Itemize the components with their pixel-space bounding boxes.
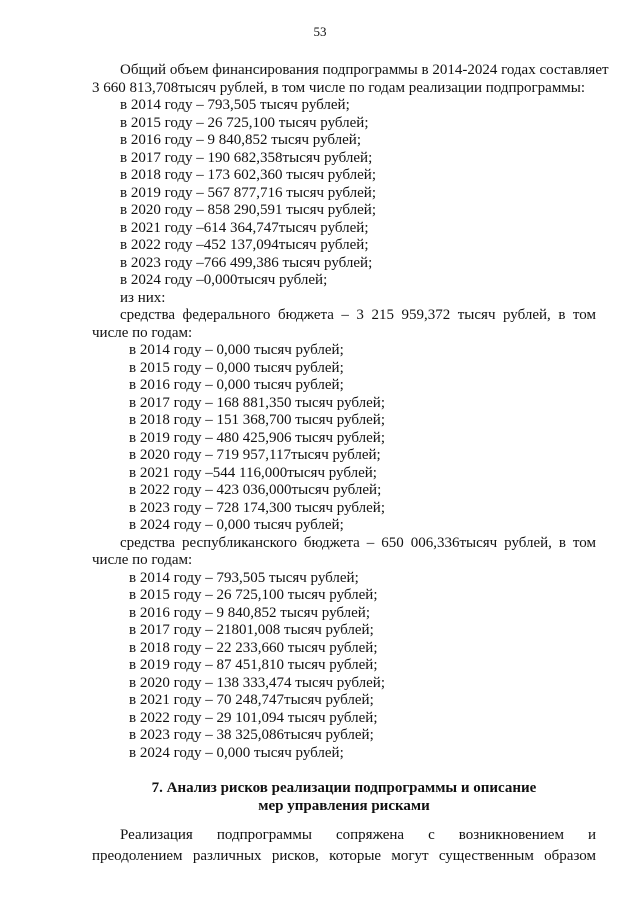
list-item: в 2018 году – 173 602,360 тысяч рублей; — [120, 167, 376, 183]
list-item: в 2024 году – 0,000 тысяч рублей; — [129, 517, 344, 533]
list-item: в 2018 году – 22 233,660 тысяч рублей; — [129, 639, 378, 656]
list-item: в 2021 году –614 364,747тысяч рублей; — [120, 219, 369, 236]
body-paragraph — [92, 825, 596, 867]
section-heading-line-1: 7. Анализ рисков реализации подпрограммы и описание — [151, 780, 537, 796]
list-item: в 2023 году – 728 174,300 тысяч рублей; — [129, 499, 385, 516]
intro-line-2: 3 660 813,708тысяч рублей, в том числе по годам реализации подпрограммы: — [92, 79, 586, 96]
body-line-2: преодолением различных рисков, которые могут существенным образом — [92, 848, 596, 864]
list-item: в 2018 году – 151 368,700 тысяч рублей; — [129, 412, 385, 428]
federal-by-year-list — [92, 342, 596, 535]
list-item: в 2015 году – 26 725,100 тысяч рублей; — [129, 587, 378, 603]
list-item: в 2014 году – 0,000 тысяч рублей; — [129, 342, 344, 358]
republican-by-year-list — [92, 570, 596, 763]
page-content — [92, 62, 609, 867]
federal-line-1: средства федерального бюджета – 3 215 959,372 тысяч рублей, в том — [120, 307, 596, 323]
list-item: в 2022 году – 423 036,000тысяч рублей; — [129, 482, 382, 498]
section-heading — [92, 780, 596, 815]
of-them-label: из них: — [120, 289, 166, 306]
list-item: в 2017 году – 190 682,358тысяч рублей; — [120, 149, 373, 166]
body-line-1: Реализация подпрограммы сопряжена с возникновением и — [120, 827, 596, 843]
list-item: в 2020 году – 719 957,117тысяч рублей; — [129, 447, 381, 463]
list-item: в 2016 году – 9 840,852 тысяч рублей; — [120, 132, 361, 148]
list-item: в 2022 году – 29 101,094 тысяч рублей; — [129, 709, 378, 726]
page-number: 53 — [313, 24, 327, 39]
list-item: в 2019 году – 87 451,810 тысяч рублей; — [129, 657, 378, 673]
intro-line-1: Общий объем финансирования подпрограммы в 2014-2024 годах составляет — [120, 62, 609, 78]
list-item: в 2021 году –544 116,000тысяч рублей; — [129, 464, 377, 481]
list-item: в 2016 году – 0,000 тысяч рублей; — [129, 377, 344, 393]
total-by-year-list — [92, 97, 596, 307]
list-item: в 2014 году – 793,505 тысяч рублей; — [129, 569, 359, 586]
list-item: в 2020 году – 858 290,591 тысяч рублей; — [120, 202, 376, 218]
list-item: в 2015 году – 26 725,100 тысяч рублей; — [120, 114, 369, 131]
list-item: в 2019 году – 480 425,906 тысяч рублей; — [129, 429, 385, 446]
list-item: в 2023 году –766 499,386 тысяч рублей; — [120, 254, 373, 271]
list-item: в 2017 году – 21801,008 тысяч рублей; — [129, 622, 374, 638]
list-item: в 2024 году – 0,000 тысяч рублей; — [129, 744, 344, 761]
republican-line-2: числе по годам: — [92, 552, 193, 568]
republican-line-1: средства республиканского бюджета – 650 006,336тысяч рублей, в том — [120, 534, 596, 551]
list-item: в 2014 году – 793,505 тысяч рублей; — [120, 97, 350, 113]
list-item: в 2015 году – 0,000 тысяч рублей; — [129, 359, 344, 376]
list-item: в 2021 году – 70 248,747тысяч рублей; — [129, 692, 374, 708]
section-heading-line-2: мер управления рисками — [258, 797, 430, 814]
list-item: в 2024 году –0,000тысяч рублей; — [120, 272, 328, 288]
list-item: в 2020 году – 138 333,474 тысяч рублей; — [129, 674, 385, 691]
list-item: в 2017 году – 168 881,350 тысяч рублей; — [129, 394, 385, 411]
list-item: в 2022 году –452 137,094тысяч рублей; — [120, 237, 369, 253]
federal-line-2: числе по годам: — [92, 324, 193, 341]
list-item: в 2016 году – 9 840,852 тысяч рублей; — [129, 604, 370, 621]
list-item: в 2023 году – 38 325,086тысяч рублей; — [129, 727, 374, 743]
list-item: в 2019 году – 567 877,716 тысяч рублей; — [120, 184, 376, 201]
